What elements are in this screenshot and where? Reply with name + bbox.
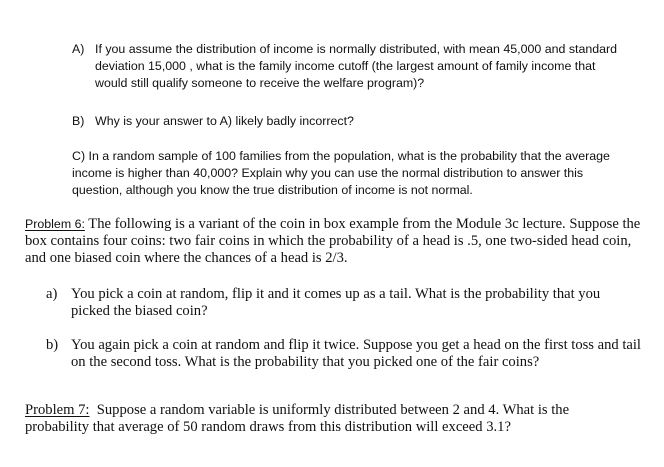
problem-6-part-b-text: You again pick a coin at random and flip it twice. Suppose you get a head on the first toss and tail on the second toss. What is the probability that you picked one of the fair coins? (71, 337, 641, 370)
problem-7 (25, 402, 625, 436)
problem-6-label: Problem 6: (25, 217, 85, 231)
problem-6-part-a-marker: a) (46, 286, 58, 302)
problem-7-label: Problem 7: (25, 402, 90, 418)
problem-6 (25, 216, 645, 267)
question-b-text: Why is your answer to A) likely badly incorrect? (95, 114, 354, 128)
question-c-text: C) In a random sample of 100 families from the population, what is the probability that the average income is higher than 40,000? Explain why you can use the normal distribution to answer this question, although you know the true distribution of income is not normal. (72, 149, 610, 197)
problem-7-text: Suppose a random variable is uniformly distributed between 2 and 4. What is the probability that average of 50 random draws from this distribution will exceed 3.1? (25, 402, 573, 435)
question-a-text: If you assume the distribution of income is normally distributed, with mean 45,000 and standard deviation 15,000 , what is the family income cutoff (the largest amount of family income that would still qualify someone to receive the welfare program)? (95, 42, 618, 90)
problem-6-text: The following is a variant of the coin in box example from the Module 3c lecture. Suppose the box contains four coins: two fair coins in which the probability of a head is .5, one two-sided head coin, and one biased coin where the chances of a head is 2/3. (25, 216, 641, 266)
question-a-marker: A) (72, 42, 85, 56)
question-b-marker: B) (72, 114, 85, 128)
problem-6-part-a-text: You pick a coin at random, flip it and it comes up as a tail. What is the probability that you picked the biased coin? (71, 286, 601, 319)
problem-6-part-b-marker: b) (46, 337, 59, 353)
